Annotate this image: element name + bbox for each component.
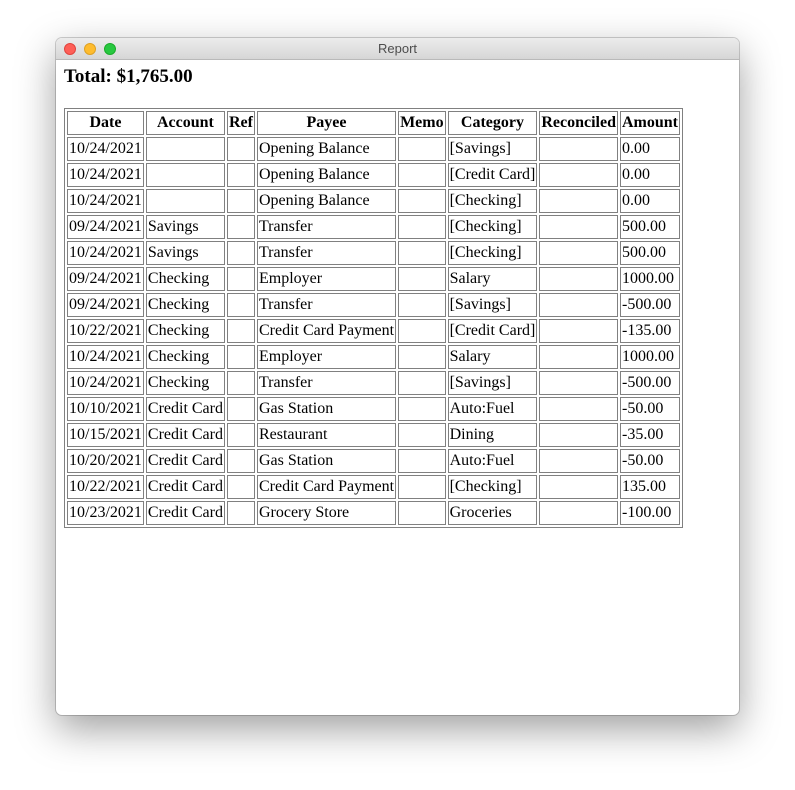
column-header-category: Category [448,111,538,135]
ref-cell [227,345,255,369]
account-cell: Checking [146,319,225,343]
payee-cell: Restaurant [257,423,396,447]
account-cell: Checking [146,267,225,291]
payee-cell: Grocery Store [257,501,396,525]
ref-cell [227,397,255,421]
amount-cell: -50.00 [620,449,680,473]
payee-cell: Transfer [257,293,396,317]
amount-cell: -135.00 [620,319,680,343]
category-cell: [Checking] [448,189,538,213]
ref-cell [227,449,255,473]
memo-cell [398,293,446,317]
payee-cell: Transfer [257,371,396,395]
ref-cell [227,163,255,187]
account-cell: Savings [146,241,225,265]
transactions-table-body [67,137,680,525]
column-header-account: Account [146,111,225,135]
category-cell: Dining [448,423,538,447]
category-cell: [Credit Card] [448,319,538,343]
reconciled-cell [539,215,618,239]
account-cell: Checking [146,345,225,369]
date-cell: 10/22/2021 [67,319,144,343]
date-cell: 10/10/2021 [67,397,144,421]
table-row [67,137,680,161]
ref-cell [227,475,255,499]
reconciled-cell [539,397,618,421]
account-cell: Checking [146,371,225,395]
reconciled-cell [539,475,618,499]
window-title: Report [377,41,418,56]
category-cell: Salary [448,345,538,369]
reconciled-cell [539,449,618,473]
memo-cell [398,267,446,291]
memo-cell [398,449,446,473]
payee-cell: Transfer [257,215,396,239]
table-row [67,371,680,395]
table-row [67,475,680,499]
amount-cell: 0.00 [620,189,680,213]
ref-cell [227,501,255,525]
date-cell: 10/15/2021 [67,423,144,447]
amount-cell: -100.00 [620,501,680,525]
memo-cell [398,163,446,187]
reconciled-cell [539,189,618,213]
category-cell: [Checking] [448,215,538,239]
amount-cell: -35.00 [620,423,680,447]
table-row [67,423,680,447]
category-cell: [Checking] [448,475,538,499]
account-cell: Credit Card [146,397,225,421]
category-cell: [Savings] [448,371,538,395]
date-cell: 09/24/2021 [67,267,144,291]
table-row [67,293,680,317]
column-header-ref: Ref [227,111,255,135]
account-cell [146,137,225,161]
account-cell: Credit Card [146,501,225,525]
account-cell: Credit Card [146,475,225,499]
table-row [67,501,680,525]
memo-cell [398,241,446,265]
date-cell: 10/24/2021 [67,371,144,395]
memo-cell [398,319,446,343]
reconciled-cell [539,163,618,187]
category-cell: [Savings] [448,137,538,161]
table-row [67,449,680,473]
ref-cell [227,293,255,317]
table-row [67,397,680,421]
category-cell: Salary [448,267,538,291]
memo-cell [398,371,446,395]
reconciled-cell [539,137,618,161]
memo-cell [398,501,446,525]
category-cell: [Savings] [448,293,538,317]
table-row [67,267,680,291]
reconciled-cell [539,319,618,343]
reconciled-cell [539,371,618,395]
payee-cell: Opening Balance [257,189,396,213]
transactions-table [64,108,683,528]
amount-cell: 500.00 [620,215,680,239]
category-cell: [Checking] [448,241,538,265]
reconciled-cell [539,423,618,447]
account-cell: Credit Card [146,449,225,473]
date-cell: 10/24/2021 [67,241,144,265]
account-cell [146,189,225,213]
reconciled-cell [539,241,618,265]
category-cell: Auto:Fuel [448,449,538,473]
payee-cell: Employer [257,345,396,369]
payee-cell: Gas Station [257,397,396,421]
memo-cell [398,423,446,447]
date-cell: 10/24/2021 [67,163,144,187]
column-header-payee: Payee [257,111,396,135]
column-header-memo: Memo [398,111,446,135]
payee-cell: Employer [257,267,396,291]
table-row [67,319,680,343]
table-header-row [67,111,680,135]
category-cell: [Credit Card] [448,163,538,187]
table-row [67,345,680,369]
date-cell: 10/24/2021 [67,137,144,161]
table-row [67,189,680,213]
account-cell: Credit Card [146,423,225,447]
amount-cell: 0.00 [620,163,680,187]
payee-cell: Opening Balance [257,163,396,187]
table-row [67,241,680,265]
ref-cell [227,267,255,291]
title-bar[interactable] [56,38,739,60]
account-cell: Savings [146,215,225,239]
report-window [56,38,739,715]
category-cell: Auto:Fuel [448,397,538,421]
payee-cell: Transfer [257,241,396,265]
category-cell: Groceries [448,501,538,525]
payee-cell: Gas Station [257,449,396,473]
table-row [67,163,680,187]
amount-cell: 1000.00 [620,345,680,369]
date-cell: 10/22/2021 [67,475,144,499]
column-header-reconciled: Reconciled [539,111,618,135]
memo-cell [398,215,446,239]
ref-cell [227,241,255,265]
date-cell: 09/24/2021 [67,215,144,239]
account-cell: Checking [146,293,225,317]
reconciled-cell [539,501,618,525]
account-cell [146,163,225,187]
column-header-amount: Amount [620,111,680,135]
amount-cell: 500.00 [620,241,680,265]
date-cell: 10/20/2021 [67,449,144,473]
memo-cell [398,189,446,213]
ref-cell [227,423,255,447]
amount-cell: -50.00 [620,397,680,421]
memo-cell [398,345,446,369]
date-cell: 10/23/2021 [67,501,144,525]
ref-cell [227,189,255,213]
memo-cell [398,397,446,421]
amount-cell: 0.00 [620,137,680,161]
amount-cell: -500.00 [620,293,680,317]
payee-cell: Credit Card Payment [257,475,396,499]
memo-cell [398,137,446,161]
amount-cell: -500.00 [620,371,680,395]
table-row [67,215,680,239]
ref-cell [227,371,255,395]
amount-cell: 1000.00 [620,267,680,291]
report-total: Total: $1,765.00 [64,66,193,87]
column-header-date: Date [67,111,144,135]
ref-cell [227,137,255,161]
date-cell: 10/24/2021 [67,345,144,369]
reconciled-cell [539,345,618,369]
report-content [56,60,739,715]
payee-cell: Credit Card Payment [257,319,396,343]
ref-cell [227,215,255,239]
reconciled-cell [539,267,618,291]
memo-cell [398,475,446,499]
reconciled-cell [539,293,618,317]
ref-cell [227,319,255,343]
date-cell: 10/24/2021 [67,189,144,213]
date-cell: 09/24/2021 [67,293,144,317]
amount-cell: 135.00 [620,475,680,499]
payee-cell: Opening Balance [257,137,396,161]
